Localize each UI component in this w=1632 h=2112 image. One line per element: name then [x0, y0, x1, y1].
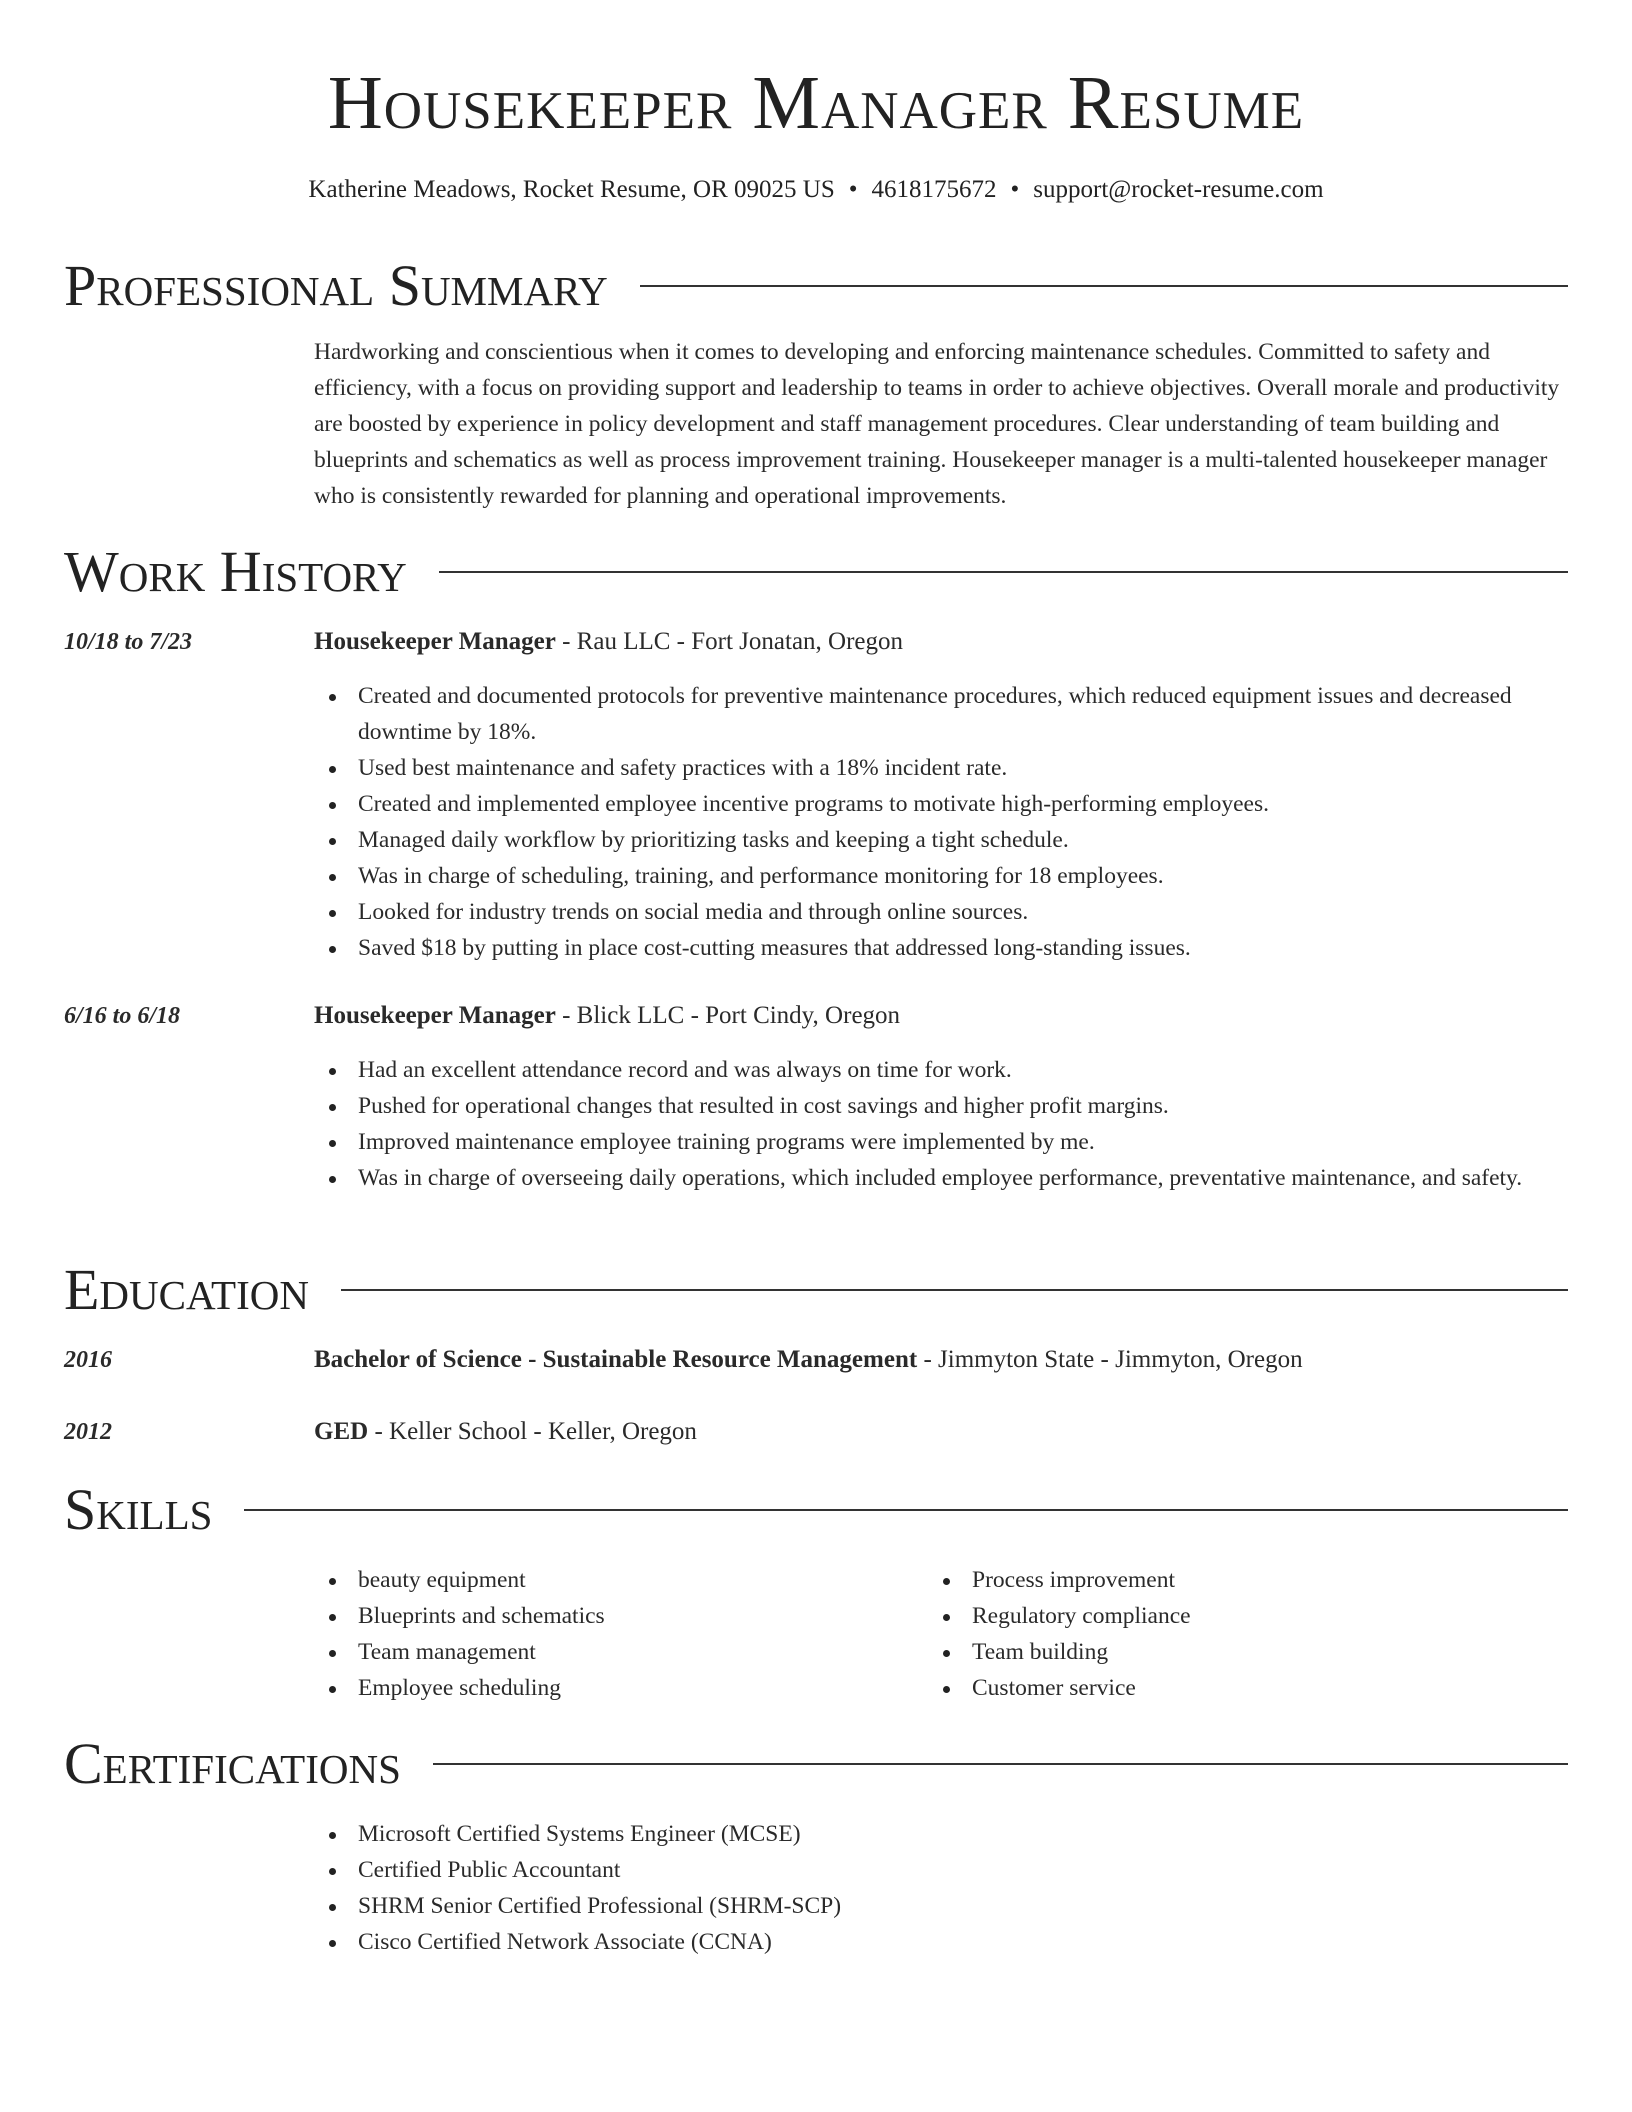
- section-header-certifications: [64, 1732, 1568, 1796]
- job-bullet-list: [314, 678, 1568, 966]
- contact-separator: •: [1010, 176, 1020, 203]
- section-divider: [439, 571, 1568, 573]
- section-divider: [433, 1763, 1568, 1765]
- certification-item: SHRM Senior Certified Professional (SHRM-SCP): [314, 1888, 1568, 1924]
- section-header-skills: [64, 1478, 1568, 1542]
- job-employer: - Rau LLC - Fort Jonatan, Oregon: [555, 628, 904, 655]
- job-title: Housekeeper Manager: [314, 1002, 556, 1029]
- skill-item: Team building: [928, 1634, 1488, 1670]
- section-header-work-history: [64, 540, 1568, 604]
- job-dates: 6/16 to 6/18: [64, 1003, 181, 1029]
- contact-address: Katherine Meadows, Rocket Resume, OR 09025 US: [308, 176, 835, 203]
- contact-phone: 4618175672: [871, 176, 997, 203]
- job-title-line: [314, 998, 1568, 1034]
- skill-item: Process improvement: [928, 1562, 1488, 1598]
- resume-title: Housekeeper Manager Resume: [327, 61, 1305, 145]
- skills-list-right: [928, 1562, 1488, 1706]
- list-item: Created and implemented employee incentive programs to motivate high-performing employees.: [314, 786, 1568, 822]
- job-employer: - Blick LLC - Port Cindy, Oregon: [555, 1002, 901, 1029]
- list-item: Looked for industry trends on social media and through online sources.: [314, 894, 1568, 930]
- certifications-list: [314, 1816, 1568, 1960]
- education-school: - Keller School - Keller, Oregon: [368, 1418, 697, 1445]
- contact-line: [0, 172, 1632, 208]
- certification-item: Microsoft Certified Systems Engineer (MCSE): [314, 1816, 1568, 1852]
- skill-item: Blueprints and schematics: [314, 1598, 874, 1634]
- list-item: Had an excellent attendance record and was always on time for work.: [314, 1052, 1568, 1088]
- section-title-summary: Professional Summary: [64, 253, 608, 318]
- skill-item: Regulatory compliance: [928, 1598, 1488, 1634]
- section-title-work-history: Work History: [64, 539, 407, 604]
- list-item: Used best maintenance and safety practices with a 18% incident rate.: [314, 750, 1568, 786]
- education-entry: [314, 1414, 1568, 1450]
- skill-item: Employee scheduling: [314, 1670, 874, 1706]
- skill-item: Team management: [314, 1634, 874, 1670]
- list-item: Pushed for operational changes that resulted in cost savings and higher profit margins.: [314, 1088, 1568, 1124]
- education-year: 2016: [64, 1347, 112, 1373]
- skill-item: Customer service: [928, 1670, 1488, 1706]
- job-bullet-list: [314, 1052, 1568, 1196]
- section-title-education: Education: [64, 1257, 309, 1322]
- job-dates: 10/18 to 7/23: [64, 629, 193, 655]
- skill-item: beauty equipment: [314, 1562, 874, 1598]
- section-title-skills: Skills: [64, 1477, 213, 1542]
- education-degree: Bachelor of Science - Sustainable Resource Management: [314, 1346, 918, 1373]
- list-item: Was in charge of scheduling, training, and performance monitoring for 18 employees.: [314, 858, 1568, 894]
- summary-text: Hardworking and conscientious when it comes to developing and enforcing maintenance schedules. Committed to safety and efficiency, with a focus on providing support and leadership to teams in order to achieve objectives. Overall morale and productivity are boosted by experience in policy development and staff management procedures. Clear understanding of team building and blueprints and schematics as well as process improvement training. Housekeeper manager is a multi-talented housekeeper manager who is consistently rewarded for planning and operational improvements.: [314, 339, 1560, 509]
- list-item: Created and documented protocols for preventive maintenance procedures, which reduced equipment issues and decreased downtime by 18%.: [314, 678, 1568, 750]
- section-divider: [244, 1509, 1568, 1511]
- list-item: Managed daily workflow by prioritizing tasks and keeping a tight schedule.: [314, 822, 1568, 858]
- contact-email: support@rocket-resume.com: [1033, 176, 1324, 203]
- list-item: Saved $18 by putting in place cost-cutting measures that addressed long-standing issues.: [314, 930, 1568, 966]
- section-divider: [341, 1289, 1568, 1291]
- section-header-summary: [64, 254, 1568, 318]
- list-item: Was in charge of overseeing daily operations, which included employee performance, preventative maintenance, and safety.: [314, 1160, 1568, 1196]
- list-item: Improved maintenance employee training programs were implemented by me.: [314, 1124, 1568, 1160]
- job-title-line: [314, 624, 1568, 660]
- job-title: Housekeeper Manager: [314, 628, 556, 655]
- certification-item: Cisco Certified Network Associate (CCNA): [314, 1924, 1568, 1960]
- education-school: - Jimmyton State - Jimmyton, Oregon: [917, 1346, 1303, 1373]
- section-title-certifications: Certifications: [64, 1731, 401, 1796]
- contact-separator: •: [848, 176, 858, 203]
- education-entry: [314, 1342, 1568, 1378]
- section-divider: [640, 285, 1568, 287]
- certification-item: Certified Public Accountant: [314, 1852, 1568, 1888]
- education-year: 2012: [64, 1419, 112, 1445]
- section-header-education: [64, 1258, 1568, 1322]
- education-degree: GED: [314, 1418, 369, 1445]
- skills-list-left: [314, 1562, 874, 1706]
